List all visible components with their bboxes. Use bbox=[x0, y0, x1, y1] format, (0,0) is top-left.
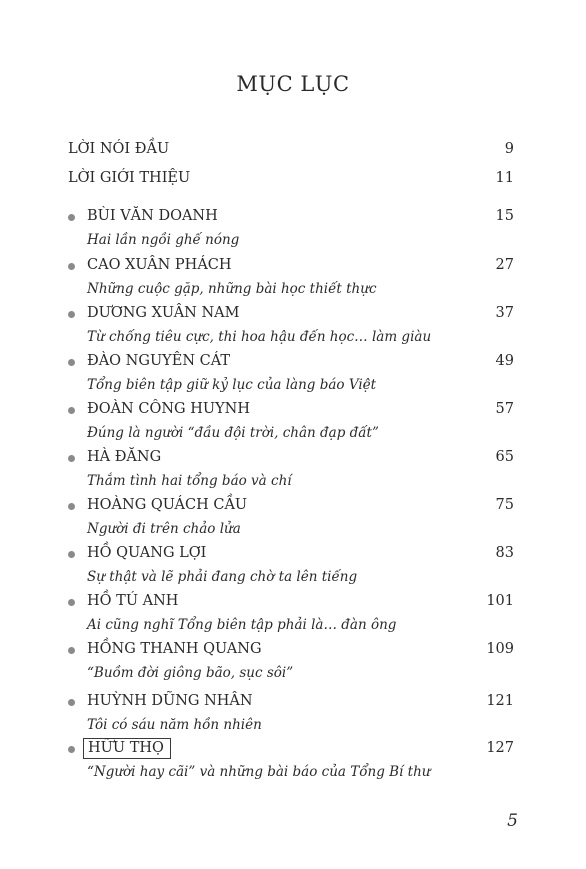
toc-entry bbox=[68, 740, 514, 780]
entry-name: BÙI VĂN DOANH bbox=[87, 208, 218, 224]
front-matter-page: 11 bbox=[495, 170, 514, 186]
front-matter-page: 9 bbox=[504, 141, 514, 157]
bullet-icon bbox=[68, 599, 75, 606]
entry-subtitle: Đúng là người “đầu đội trời, chân đạp đất” bbox=[87, 425, 379, 441]
front-matter-label: LỜI GIỚI THIỆU bbox=[68, 170, 191, 186]
entry-name: HỮU THỌ bbox=[83, 738, 171, 759]
bullet-icon bbox=[68, 311, 75, 318]
toc-entry bbox=[68, 208, 514, 248]
entry-name: ĐOÀN CÔNG HUYNH bbox=[87, 401, 250, 417]
toc-entry bbox=[68, 353, 514, 393]
toc-entry bbox=[68, 305, 514, 345]
entry-name: DƯƠNG XUÂN NAM bbox=[87, 305, 240, 321]
entry-name: HỒ QUANG LỢI bbox=[87, 545, 207, 561]
entry-page: 109 bbox=[486, 641, 514, 657]
toc-entry bbox=[68, 693, 514, 733]
entry-page: 75 bbox=[495, 497, 514, 513]
bullet-icon bbox=[68, 647, 75, 654]
entry-page: 65 bbox=[495, 449, 514, 465]
entry-name: HÀ ĐĂNG bbox=[87, 449, 162, 465]
toc-entry bbox=[68, 593, 514, 633]
entry-subtitle: Những cuộc gặp, những bài học thiết thực bbox=[87, 281, 377, 297]
entry-name: HUỲNH DŨNG NHÂN bbox=[87, 693, 253, 709]
page-title: MỤC LỤC bbox=[236, 72, 350, 96]
bullet-icon bbox=[68, 551, 75, 558]
entry-subtitle: Người đi trên chảo lửa bbox=[87, 521, 241, 537]
toc-entry bbox=[68, 401, 514, 441]
entry-subtitle: Thắm tình hai tổng báo và chí bbox=[87, 473, 292, 489]
bullet-icon bbox=[68, 699, 75, 706]
toc-entry bbox=[68, 545, 514, 585]
bullet-icon bbox=[68, 407, 75, 414]
front-matter-item bbox=[68, 141, 514, 163]
entry-subtitle: Từ chống tiêu cực, thi hoa hậu đến học… làm giàu bbox=[87, 329, 432, 345]
entry-name: HỒ TÚ ANH bbox=[87, 593, 179, 609]
entry-page: 15 bbox=[495, 208, 514, 224]
toc-entry bbox=[68, 497, 514, 537]
entry-page: 127 bbox=[486, 740, 514, 756]
entry-name: HOÀNG QUÁCH CẦU bbox=[87, 497, 248, 513]
front-matter-label: LỜI NÓI ĐẦU bbox=[68, 141, 170, 157]
page-number: 5 bbox=[507, 811, 518, 831]
entry-subtitle: Tôi có sáu năm hồn nhiên bbox=[87, 717, 262, 733]
entry-page: 121 bbox=[486, 693, 514, 709]
entry-page: 49 bbox=[495, 353, 514, 369]
entry-subtitle: “Buồm đời giông bão, sục sôi” bbox=[87, 665, 294, 681]
entry-name: HỒNG THANH QUANG bbox=[87, 641, 262, 657]
entry-page: 27 bbox=[495, 257, 514, 273]
entry-subtitle: Ai cũng nghĩ Tổng biên tập phải là… đàn ông bbox=[87, 617, 397, 633]
bullet-icon bbox=[68, 359, 75, 366]
bullet-icon bbox=[68, 455, 75, 462]
entry-page: 37 bbox=[495, 305, 514, 321]
bullet-icon bbox=[68, 214, 75, 221]
front-matter-item bbox=[68, 170, 514, 192]
bullet-icon bbox=[68, 503, 75, 510]
entry-page: 101 bbox=[486, 593, 514, 609]
entry-subtitle: Hai lần ngồi ghế nóng bbox=[87, 232, 240, 248]
entry-page: 57 bbox=[495, 401, 514, 417]
entry-subtitle: Sự thật và lẽ phải đang chờ ta lên tiếng bbox=[87, 569, 358, 585]
entry-subtitle: Tổng biên tập giữ kỷ lục của làng báo Việt bbox=[87, 377, 377, 393]
entry-page: 83 bbox=[495, 545, 514, 561]
toc-entry bbox=[68, 641, 514, 681]
entry-subtitle: “Người hay cãi” và những bài báo của Tổng Bí thư bbox=[87, 764, 431, 780]
bullet-icon bbox=[68, 746, 75, 753]
toc-entry bbox=[68, 257, 514, 297]
toc-entry bbox=[68, 449, 514, 489]
bullet-icon bbox=[68, 263, 75, 270]
entry-name: CAO XUÂN PHÁCH bbox=[87, 257, 232, 273]
entry-name: ĐÀO NGUYÊN CÁT bbox=[87, 353, 231, 369]
